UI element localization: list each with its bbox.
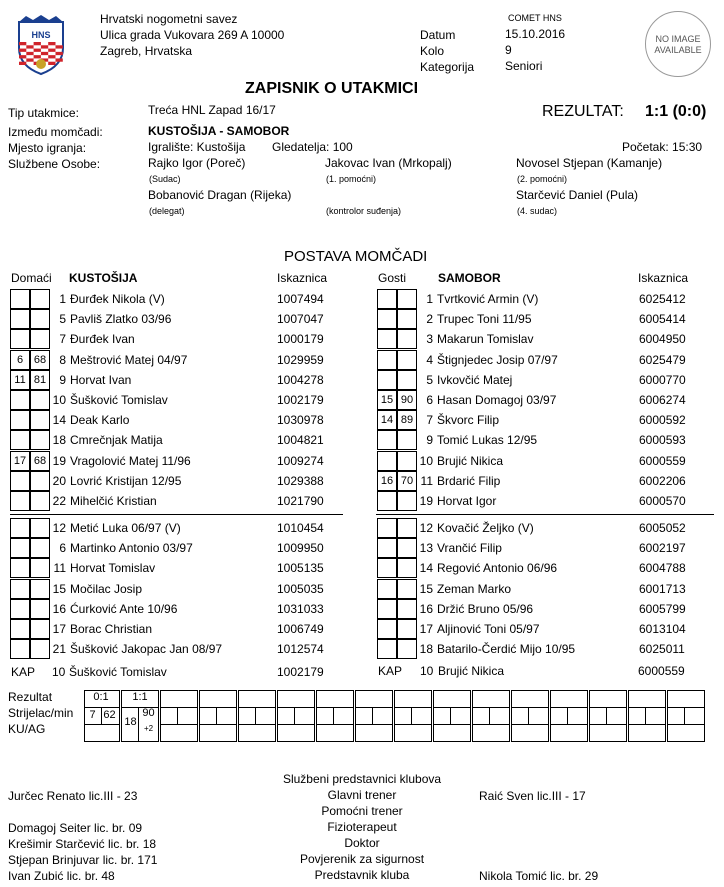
player-number: 13	[419, 541, 433, 556]
goal-score: 1:1	[132, 691, 148, 703]
player-number: 8	[59, 352, 66, 367]
sub-in-box: 16	[377, 471, 397, 491]
goal-cell	[316, 724, 354, 742]
player-name: Kovačić Željko (V)	[437, 521, 534, 535]
player-name: Brujić Nikica	[437, 453, 504, 468]
sub-minute-box: 68	[30, 350, 50, 370]
player-number: 10	[419, 453, 433, 468]
sub-in-box	[377, 329, 397, 349]
goal-cell	[355, 690, 393, 708]
player-number: 6	[426, 393, 433, 407]
player-number: 21	[52, 642, 66, 657]
player-name: Ivkovčić Matej	[437, 372, 513, 387]
goal-cell	[684, 707, 705, 725]
sub-in-box	[10, 289, 30, 309]
home-id-label: Iskaznica	[277, 271, 328, 285]
player-number: 4	[426, 352, 433, 367]
goal-cell	[628, 707, 646, 725]
player-name: Trupec Toni 11/95	[437, 312, 532, 327]
goal-cell	[372, 707, 393, 725]
player-id: 1009274	[277, 453, 324, 468]
goal-cell	[277, 724, 315, 742]
player-name: Aljinović Toni 05/97	[437, 622, 540, 636]
home-kap-label: KAP	[11, 665, 36, 679]
sub-minute-box: 70	[397, 471, 417, 491]
tip-value: Treća HNL Zapad 16/17	[148, 103, 276, 117]
player-name: Vrančić Filip	[437, 541, 502, 556]
player-number: 17	[52, 622, 66, 636]
goal-cell	[511, 707, 529, 725]
sub-in-box	[377, 599, 397, 619]
away-predstavnik: Nikola Tomić lic. br. 29	[479, 869, 599, 883]
goal-cell	[238, 724, 276, 742]
player-id: 1009950	[277, 541, 324, 556]
player-name: Brdarić Filip	[437, 473, 501, 488]
player-id: 1007494	[277, 292, 324, 306]
away-id-label: Iskaznica	[638, 271, 689, 285]
mjesto-label: Mjesto igranja:	[8, 141, 87, 155]
player-id: 6025479	[639, 352, 686, 367]
role-label: Fizioterapeut	[327, 820, 397, 834]
goal-cell	[645, 707, 666, 725]
sub-in-box	[10, 558, 30, 578]
player-number: 14	[52, 413, 66, 428]
role-label: Povjerenik za sigurnost	[299, 852, 425, 866]
sub-in-box	[10, 491, 30, 511]
kolo-label: Kolo	[420, 44, 445, 58]
goal-cell	[567, 707, 588, 725]
player-id: 1012574	[277, 642, 324, 657]
divider	[376, 514, 714, 515]
player-name: Pavliš Zlatko 03/96	[70, 312, 172, 327]
goal-cell	[606, 707, 627, 725]
goal-cell	[160, 690, 198, 708]
goal-minute: 90	[142, 707, 155, 719]
goal-cell	[199, 690, 237, 708]
player-name: Tomić Lukas 12/95	[437, 433, 538, 448]
club-image-placeholder	[645, 11, 711, 77]
player-id: 6004950	[639, 332, 686, 347]
sub-minute-box: 89	[397, 410, 417, 430]
goal-score: 0:1	[93, 691, 109, 703]
goal-cell	[489, 707, 510, 725]
sub-in-box	[10, 390, 30, 410]
sub-in-box	[377, 430, 397, 450]
player-id: 1005035	[277, 581, 324, 596]
home-kap-id: 1002179	[277, 665, 324, 679]
player-name: Ćurković Ante 10/96	[70, 601, 178, 616]
goal-cell	[511, 724, 549, 742]
officials-title: Službeni predstavnici klubova	[282, 772, 442, 786]
goal-cell	[355, 707, 373, 725]
away-kap-label: KAP	[378, 664, 403, 678]
sub-in-box	[377, 518, 397, 538]
player-number: 9	[59, 372, 66, 387]
player-number: 22	[52, 494, 66, 508]
player-number: 10	[52, 393, 66, 407]
goal-cell	[199, 707, 217, 725]
official-role: (1. pomoćni)	[326, 174, 377, 184]
goal-cell	[216, 707, 237, 725]
sub-in-box	[10, 309, 30, 329]
away-kap-id: 6000559	[638, 664, 685, 678]
player-name: Šušković Tomislav	[70, 393, 168, 407]
goal-cell	[550, 724, 588, 742]
player-name: Lovrić Kristijan 12/95	[70, 473, 182, 488]
sub-in-box	[377, 639, 397, 659]
player-name: Hasan Domagoj 03/97	[437, 393, 557, 407]
goal-cell	[394, 690, 432, 708]
izmedu-label: Između momčadi:	[8, 125, 103, 139]
player-id: 1004278	[277, 372, 324, 387]
goal-scorer: 18	[124, 716, 137, 728]
player-name: Metić Luka 06/97 (V)	[70, 521, 181, 535]
player-name: Đurđek Nikola (V)	[70, 292, 165, 306]
player-name: Horvat Igor	[437, 494, 497, 508]
official-role: (Sudac)	[149, 174, 181, 184]
datum-value: 15.10.2016	[505, 27, 566, 41]
goal-minute: 62	[103, 709, 116, 721]
sub-in-box	[10, 579, 30, 599]
goal-cell	[433, 724, 471, 742]
player-id: 6004788	[639, 561, 686, 576]
away-kap-name: Brujić Nikica	[438, 664, 505, 678]
home-doktor: Krešimir Starčević lic. br. 18	[8, 837, 157, 851]
official-role: (4. sudac)	[517, 206, 558, 216]
goal-cell	[394, 724, 432, 742]
player-name: Horvat Ivan	[70, 372, 132, 387]
goal-cell	[160, 724, 198, 742]
player-name: Držić Bruno 05/96	[437, 601, 534, 616]
player-id: 6025011	[639, 642, 685, 657]
player-number: 20	[52, 473, 66, 488]
player-id: 6001713	[639, 581, 686, 596]
goal-cell	[84, 724, 120, 742]
player-number: 11	[420, 473, 433, 488]
player-name: Zeman Marko	[437, 581, 512, 596]
role-label: Doktor	[344, 836, 380, 850]
player-number: 7	[59, 332, 66, 347]
goal-cell	[411, 707, 432, 725]
sub-in-box: 17	[10, 451, 30, 471]
player-id: 6005414	[639, 312, 686, 327]
goal-cell	[277, 707, 295, 725]
player-number: 14	[419, 561, 433, 576]
official-name: Jakovac Ivan (Mrkopalj)	[325, 156, 452, 170]
comet-label: COMET HNS	[508, 13, 562, 23]
goal-cell	[628, 690, 666, 708]
sub-in-box	[377, 309, 397, 329]
sub-in-box	[10, 430, 30, 450]
player-id: 1029959	[277, 352, 324, 367]
player-number: 11	[53, 561, 66, 576]
player-number: 18	[419, 642, 433, 657]
goal-cell	[294, 707, 315, 725]
player-name: Deak Karlo	[70, 413, 130, 428]
player-number: 3	[426, 332, 433, 347]
sub-in-box	[10, 329, 30, 349]
pocetak-value: Početak: 15:30	[622, 140, 703, 154]
player-number: 5	[426, 372, 433, 387]
player-name: Horvat Tomislav	[70, 561, 156, 576]
mjesto-value: Igralište: Kustošija	[148, 140, 246, 154]
home-trener: Jurčec Renato lic.III - 23	[8, 789, 138, 803]
goal-cell	[667, 724, 705, 742]
player-name: Meštrović Matej 04/97	[70, 352, 188, 367]
hns-logo	[16, 14, 66, 76]
sub-in-box	[10, 410, 30, 430]
sub-in-box: 15	[377, 390, 397, 410]
player-id: 6000570	[639, 494, 686, 508]
player-id: 6000592	[639, 413, 686, 428]
goal-cell	[550, 707, 568, 725]
player-id: 1004821	[277, 433, 324, 448]
player-id: 6006274	[639, 393, 686, 407]
izmedu-value: KUSTOŠIJA - SAMOBOR	[148, 124, 290, 138]
player-name: Đurđek Ivan	[70, 332, 135, 347]
player-number: 15	[419, 581, 433, 596]
goal-cell	[472, 690, 510, 708]
sub-in-box	[10, 619, 30, 639]
kategorija-label: Kategorija	[420, 60, 475, 74]
sub-in-box	[377, 289, 397, 309]
goal-cell	[255, 707, 276, 725]
gledatelja-value: Gledatelja: 100	[272, 140, 353, 154]
goal-cell	[394, 707, 412, 725]
player-name: Borac Christian	[70, 622, 153, 636]
player-number: 7	[426, 413, 433, 428]
federation-address: Ulica grada Vukovara 269 A 10000	[100, 28, 285, 42]
sub-in-box	[377, 350, 397, 370]
player-id: 6025412	[639, 292, 686, 306]
sub-in-box	[377, 451, 397, 471]
home-kap-name: Šušković Tomislav	[69, 665, 167, 679]
official-name: Bobanović Dragan (Rijeka)	[148, 188, 292, 202]
player-id: 6000770	[639, 372, 686, 387]
role-label: Glavni trener	[327, 788, 397, 802]
player-name: Vragolović Matej 11/96	[70, 453, 191, 468]
player-id: 1031033	[277, 601, 324, 616]
player-id: 1010454	[277, 521, 324, 535]
player-number: 2	[426, 312, 433, 327]
goal-cell	[550, 690, 588, 708]
ku-row-label: KU/AG	[8, 722, 46, 736]
goal-cell	[589, 724, 627, 742]
sub-minute-box: 81	[30, 370, 50, 390]
federation-name: Hrvatski nogometni savez	[100, 12, 238, 26]
player-number: 19	[419, 494, 433, 508]
goal-cell	[667, 707, 685, 725]
sub-in-box: 14	[377, 410, 397, 430]
no-image-text: NO IMAGE	[655, 34, 701, 44]
player-id: 6005052	[639, 521, 686, 535]
goal-cell	[589, 690, 627, 708]
official-name: Starčević Daniel (Pula)	[516, 188, 639, 202]
player-number: 16	[419, 601, 433, 616]
goal-cell	[511, 690, 549, 708]
strijelac-row-label: Strijelac/min	[8, 706, 74, 720]
player-id: 1000179	[277, 332, 324, 347]
player-number: 16	[52, 601, 66, 616]
rezultat-row-label: Rezultat	[8, 690, 53, 704]
osobe-label: Službene Osobe:	[8, 157, 101, 171]
away-kap-num: 10	[420, 664, 434, 678]
goal-cell	[433, 707, 451, 725]
away-team-name: SAMOBOR	[438, 271, 501, 285]
player-id: 1006749	[277, 622, 324, 636]
home-side-label: Domaći	[11, 271, 52, 285]
player-name: Regović Antonio 06/96	[437, 561, 558, 576]
official-role: (kontrolor suđenja)	[326, 206, 402, 216]
player-name: Cmrečnjak Matija	[70, 433, 163, 448]
player-number: 19	[52, 453, 66, 468]
sub-in-box	[377, 579, 397, 599]
player-name: Štignjedec Josip 07/97	[437, 352, 558, 367]
player-number: 18	[52, 433, 66, 448]
player-id: 6005799	[639, 601, 686, 616]
player-number: 12	[52, 521, 66, 535]
sub-in-box	[10, 639, 30, 659]
player-name: Močilac Josip	[70, 581, 143, 596]
player-name: Šušković Jakopac Jan 08/97	[70, 642, 223, 657]
goal-cell	[628, 724, 666, 742]
divider	[10, 514, 343, 515]
page-title: ZAPISNIK O UTAKMICI	[245, 80, 419, 97]
goal-cell	[450, 707, 471, 725]
official-name: Rajko Igor (Poreč)	[148, 156, 246, 170]
player-number: 5	[59, 312, 66, 327]
kolo-value: 9	[505, 43, 512, 57]
goal-extra-time: +2	[143, 724, 154, 733]
goal-cell	[528, 707, 549, 725]
player-number: 17	[419, 622, 433, 636]
official-role: (2. pomoćni)	[517, 174, 568, 184]
sub-in-box	[10, 471, 30, 491]
federation-city: Zagreb, Hrvatska	[100, 44, 193, 58]
player-id: 6000559	[639, 453, 686, 468]
kategorija-value: Seniori	[505, 59, 543, 73]
goal-cell	[238, 690, 276, 708]
home-kap-num: 10	[52, 665, 66, 679]
home-fizio: Domagoj Seiter lic. br. 09	[8, 821, 143, 835]
official-name: Novosel Stjepan (Kamanje)	[516, 156, 663, 170]
home-predstavnik: Ivan Zubić lic. br. 48	[8, 869, 115, 883]
postava-title: POSTAVA MOMČADI	[284, 248, 428, 265]
goal-cell	[472, 724, 510, 742]
player-id: 1030978	[277, 413, 324, 428]
player-id: 6000593	[639, 433, 686, 448]
goal-cell	[333, 707, 354, 725]
home-sigurnost: Stjepan Brinjuvar lic. br. 171	[8, 853, 158, 867]
role-label: Pomoćni trener	[321, 804, 403, 818]
player-id: 1021790	[277, 494, 324, 508]
player-name: Makarun Tomislav	[437, 332, 534, 347]
sub-in-box	[377, 558, 397, 578]
player-number: 1	[59, 292, 66, 306]
goal-cell	[667, 690, 705, 708]
sub-in-box: 11	[10, 370, 30, 390]
rezultat-label: REZULTAT:	[542, 103, 624, 120]
no-image-text-2: AVAILABLE	[654, 45, 702, 55]
goal-cell	[316, 707, 334, 725]
datum-label: Datum	[420, 28, 456, 42]
role-label: Predstavnik kluba	[314, 868, 410, 882]
goal-cell	[316, 690, 354, 708]
player-number: 9	[426, 433, 433, 448]
player-name: Batarilo-Čerdić Mijo 10/95	[437, 642, 576, 657]
goal-cell	[589, 707, 607, 725]
sub-minute-box: 90	[397, 390, 417, 410]
sub-in-box	[10, 518, 30, 538]
rezultat-value: 1:1 (0:0)	[645, 103, 707, 120]
goal-scorer: 7	[89, 709, 96, 721]
player-id: 1002179	[277, 393, 324, 407]
goal-cell	[472, 707, 490, 725]
player-name: Mihelčić Kristian	[70, 494, 157, 508]
player-id: 6002206	[639, 473, 686, 488]
player-name: Tvrtković Armin (V)	[437, 292, 539, 306]
player-id: 1007047	[277, 312, 324, 327]
player-id: 6002197	[639, 541, 686, 556]
home-team-name: KUSTOŠIJA	[69, 271, 138, 285]
player-number: 1	[426, 292, 433, 306]
player-name: Martinko Antonio 03/97	[70, 541, 193, 556]
tip-label: Tip utakmice:	[8, 106, 79, 120]
goal-cell	[238, 707, 256, 725]
goal-cell	[433, 690, 471, 708]
player-id: 6013104	[639, 622, 686, 636]
sub-in-box	[10, 599, 30, 619]
sub-in-box	[377, 619, 397, 639]
sub-in-box	[377, 370, 397, 390]
goal-cell	[277, 690, 315, 708]
goal-cell	[160, 707, 178, 725]
away-trener: Raić Sven lic.III - 17	[479, 789, 586, 803]
player-number: 15	[52, 581, 66, 596]
svg-text:HNS: HNS	[31, 30, 51, 40]
sub-in-box	[10, 538, 30, 558]
player-id: 1005135	[277, 561, 324, 576]
away-side-label: Gosti	[378, 271, 407, 285]
player-number: 12	[419, 521, 433, 535]
player-number: 6	[59, 541, 66, 556]
goal-cell	[355, 724, 393, 742]
player-id: 1029388	[277, 473, 324, 488]
sub-in-box: 6	[10, 350, 30, 370]
official-role: (delegat)	[149, 206, 185, 216]
player-name: Škvorc Filip	[437, 413, 500, 428]
goal-cell	[199, 724, 237, 742]
sub-in-box	[377, 491, 397, 511]
sub-minute-box: 68	[30, 451, 50, 471]
sub-in-box	[377, 538, 397, 558]
goal-cell	[177, 707, 198, 725]
